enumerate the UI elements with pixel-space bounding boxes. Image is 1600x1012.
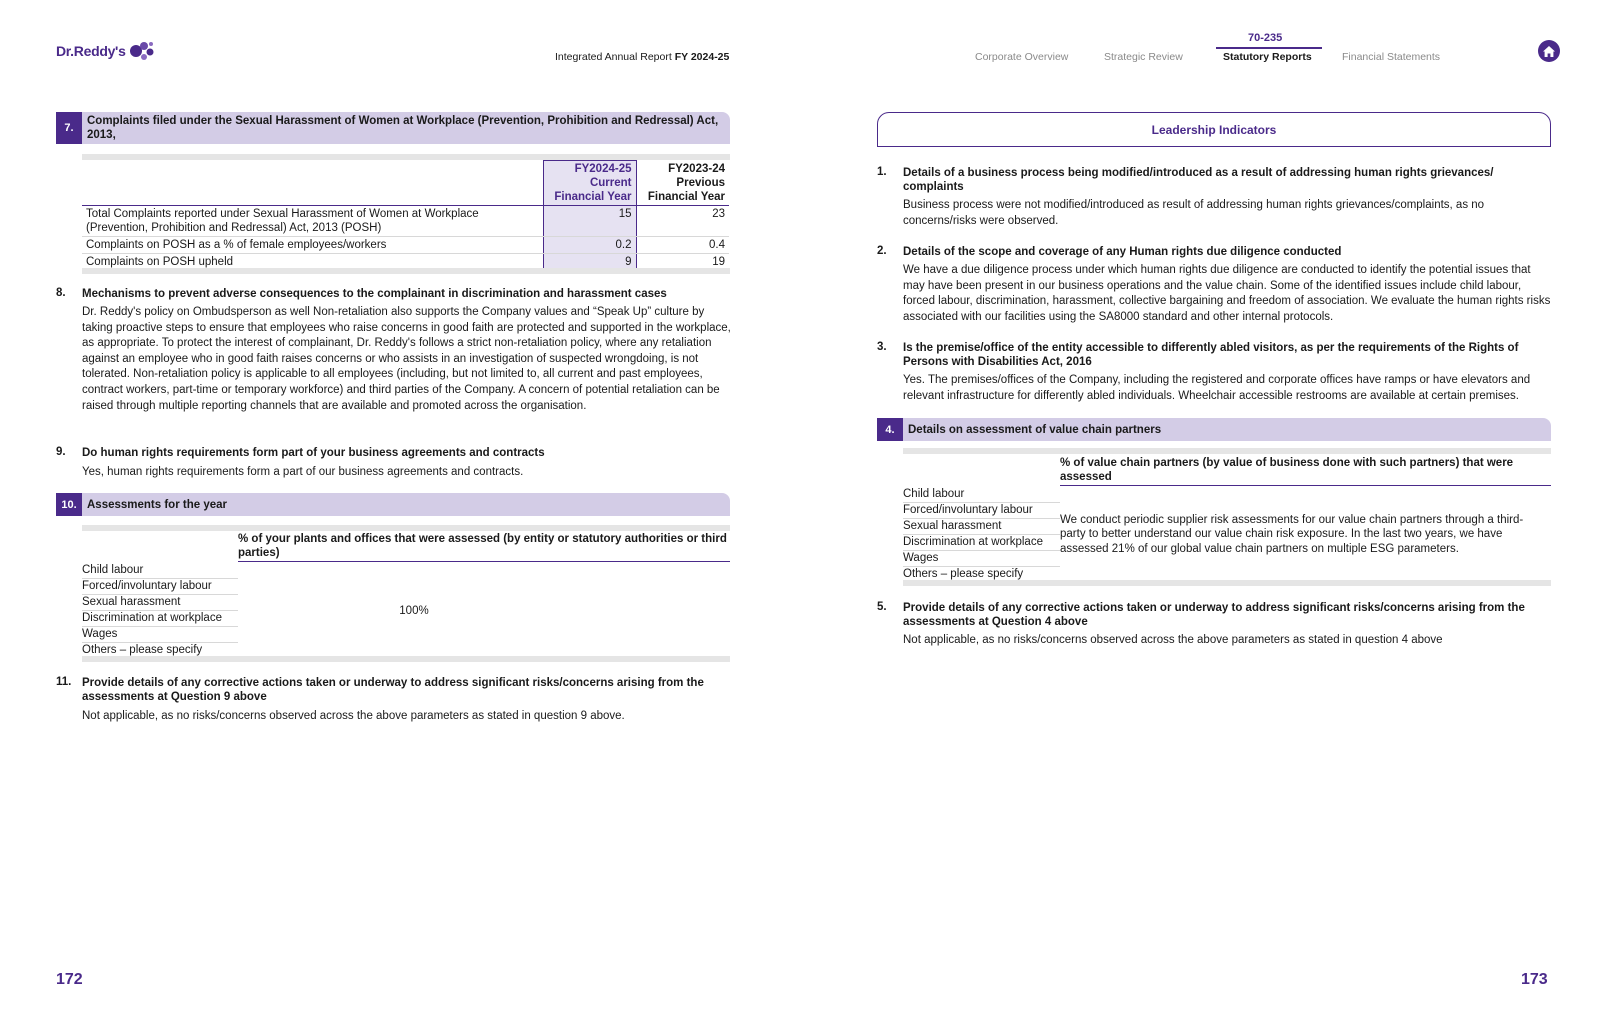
section-7-title: Complaints filed under the Sexual Harassment of Women at Workplace (Prevention, Prohibition and Redressal) Act, 2013, bbox=[87, 115, 719, 141]
table-4-top-rule bbox=[903, 448, 1551, 454]
table-7-bottom-rule bbox=[82, 268, 730, 274]
q9-number: 9. bbox=[56, 446, 66, 458]
list-item: Wages bbox=[82, 627, 238, 643]
page-number-left: 172 bbox=[56, 971, 83, 988]
section-4-number: 4. bbox=[877, 418, 903, 441]
q8-title: Mechanisms to prevent adverse consequences to the complainant in discrimination and harassment cases bbox=[82, 288, 667, 300]
q8-number: 8. bbox=[56, 287, 66, 299]
assessment-value: 100% bbox=[399, 604, 429, 617]
logo-text: Dr.Reddy's bbox=[56, 43, 126, 59]
r-q2-number: 2. bbox=[877, 245, 887, 257]
section-10-number: 10. bbox=[56, 493, 82, 516]
list-item: Forced/involuntary labour bbox=[903, 503, 1060, 519]
q9-body: Yes, human rights requirements form a part of our business agreements and contracts. bbox=[82, 466, 524, 478]
home-icon bbox=[1542, 45, 1556, 58]
r-q2-title: Details of the scope and coverage of any Human rights due diligence conducted bbox=[903, 246, 1342, 258]
table-10-bottom-rule bbox=[82, 656, 730, 662]
home-button[interactable] bbox=[1538, 40, 1560, 62]
nav-corporate-overview[interactable]: Corporate Overview bbox=[975, 51, 1069, 63]
list-item: Child labour bbox=[82, 563, 238, 579]
list-item: Wages bbox=[903, 551, 1060, 567]
section-7-bar bbox=[56, 112, 730, 144]
table-row: Total Complaints reported under Sexual Harassment of Women at Workplace (Prevention, Prohibition and Redressal) Act, 2013 (POSH) 15 23 bbox=[82, 206, 729, 237]
list-item: Forced/involuntary labour bbox=[82, 579, 238, 595]
value-chain-table bbox=[903, 456, 1551, 583]
list-item: Discrimination at workplace bbox=[903, 535, 1060, 551]
section-4-title: Details on assessment of value chain partners bbox=[908, 423, 1162, 436]
assessment-table bbox=[82, 532, 730, 659]
list-item: Sexual harassment bbox=[903, 519, 1060, 535]
r-q3-number: 3. bbox=[877, 341, 887, 353]
nav-strategic-review[interactable]: Strategic Review bbox=[1104, 51, 1183, 63]
list-item: Sexual harassment bbox=[82, 595, 238, 611]
page-number-right: 173 bbox=[1521, 971, 1548, 988]
q11-number: 11. bbox=[56, 676, 72, 688]
value-chain-header: % of value chain partners (by value of business done with such partners) that were assessed bbox=[1060, 456, 1551, 486]
q11-body: Not applicable, as no risks/concerns observed across the above parameters as stated in question 9 above. bbox=[82, 710, 625, 722]
section-10-bar bbox=[56, 493, 730, 516]
r-q5-body: Not applicable, as no risks/concerns observed across the above parameters as stated in question 4 above bbox=[903, 634, 1443, 646]
table-10-top-rule bbox=[82, 525, 730, 531]
value-chain-value: We conduct periodic supplier risk assessments for our value chain partners through a third-party to better understand our value chain risk exposure. In the last two years, we have assessed 21% of our global value chain partners on multiple ESG parameters. bbox=[1060, 513, 1524, 555]
nav-active-underline bbox=[1216, 47, 1322, 49]
nav-financial-statements[interactable]: Financial Statements bbox=[1342, 51, 1441, 63]
r-q3-title: Is the premise/office of the entity accessible to differently abled visitors, as per the requirements of the Rights of Persons with Disabilities Act, 2016 bbox=[903, 342, 1519, 368]
logo bbox=[56, 40, 155, 62]
report-title: Integrated Annual Report FY 2024-25 bbox=[555, 51, 730, 63]
r-q3-body: Yes. The premises/offices of the Company, including the registered and corporate offices have ramps or have elevators and relevant infrastructure for differently abled individuals. Wheelchair accessible restrooms are available at certain premises. bbox=[903, 374, 1531, 402]
nav-page-range: 70-235 bbox=[1248, 32, 1283, 44]
table-4-bottom-rule bbox=[903, 580, 1551, 586]
r-q5-title: Provide details of any corrective actions taken or underway to address significant risks/concerns arising from the assessments at Question 4 above bbox=[903, 602, 1525, 628]
r-q1-title: Details of a business process being modified/introduced as a result of addressing human rights grievances/ complaints bbox=[903, 167, 1494, 193]
leadership-indicators-heading: Leadership Indicators bbox=[877, 112, 1551, 147]
section-7-number: 7. bbox=[56, 112, 82, 144]
r-q1-body: Business process were not modified/introduced as result of addressing human rights grievances/complaints, as no concerns/risks were observed. bbox=[903, 199, 1485, 227]
q9-title: Do human rights requirements form part of your business agreements and contracts bbox=[82, 447, 545, 459]
list-item: Discrimination at workplace bbox=[82, 611, 238, 627]
r-q5-number: 5. bbox=[877, 601, 887, 613]
nav-statutory-reports[interactable]: Statutory Reports bbox=[1223, 51, 1312, 63]
assessment-header: % of your plants and offices that were assessed (by entity or statutory authorities or third parties) bbox=[238, 532, 730, 562]
list-item: Others – please specify bbox=[903, 567, 1060, 583]
q8-body: Dr. Reddy's policy on Ombudsperson as well Non-retaliation also supports the Company values and “Speak Up” culture by taking proactive steps to ensure that employees who raise concerns in good faith are protected and supported in the workplace, as appropriate. To protect the interest of complainant, Dr. Reddy's follows a strict non-retaliation policy, where any retaliation against an employee who in good faith raises concerns or who assists in an investigation of suspected wrongdoing, is not tolerated. Non-retaliation policy is applicable to all employees (including, but not limited to, all current and past employees, contract workers, part-time or temporary workforce) and third parties of the Company. A concern of potential retaliation can be raised through multiple reporting channels that are available and promoted across the organisation. bbox=[82, 306, 731, 412]
col-current-fy-header: FY2024-25 Current Financial Year bbox=[543, 161, 636, 206]
col-previous-fy-header: FY2023-24 Previous Financial Year bbox=[636, 161, 729, 206]
logo-molecule-icon bbox=[129, 40, 155, 62]
posh-table bbox=[82, 160, 729, 271]
section-10-title: Assessments for the year bbox=[87, 498, 227, 511]
table-row: Complaints on POSH upheld 9 19 bbox=[82, 254, 729, 271]
table-row: Complaints on POSH as a % of female employees/workers 0.2 0.4 bbox=[82, 237, 729, 254]
list-item: Others – please specify bbox=[82, 643, 238, 659]
r-q1-number: 1. bbox=[877, 166, 887, 178]
list-item: Child labour bbox=[903, 487, 1060, 503]
r-q2-body: We have a due diligence process under which human rights due diligence are conducted to identify the potential issues that may have been present in our business operations and the value chain. Some of the identified issues include child labour, forced labour, discrimination, harassment, collective bargaining and freedom of association. We evaluate the human rights risks associated with our facilities using the SA8000 standard and other internal protocols. bbox=[903, 264, 1551, 323]
q11-title: Provide details of any corrective actions taken or underway to address significant risks/concerns arising from the assessments at Question 9 above bbox=[82, 677, 704, 703]
section-4-bar bbox=[877, 418, 1551, 441]
